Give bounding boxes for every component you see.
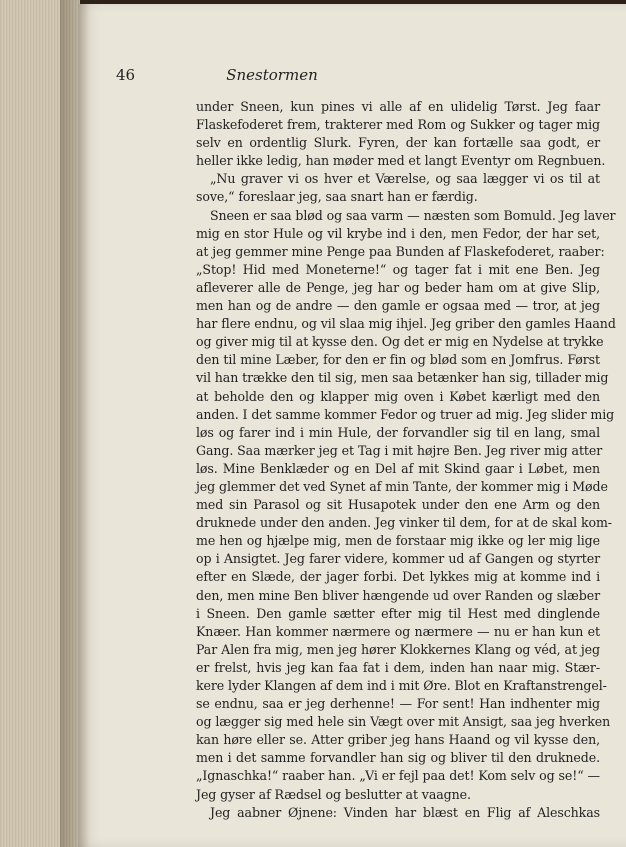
text-line: jeg glemmer det ved Synet af min Tante, der kommer mig i Møde xyxy=(196,478,608,494)
text-line: mig en stor Hule og vil krybe ind i den, men Fedor, der har set, xyxy=(196,225,600,241)
text-line: Gang. Saa mærker jeg et Tag i mit højre Ben. Jeg river mig atter xyxy=(196,442,603,458)
text-line: druknede under den anden. Jeg vinker til dem, for at de skal kom- xyxy=(196,515,612,531)
text-line: at jeg gemmer mine Penge paa Bunden af Flaskefoderet, raaber: xyxy=(196,243,605,259)
text-line: Flaskefoderet frem, trakterer med Rom og Sukker og tager mig xyxy=(196,117,600,133)
page-number: 46 xyxy=(116,66,136,84)
text-line: Sneen er saa blød og saa varm — næsten som Bomuld. Jeg laver xyxy=(210,207,616,223)
text-line: og lægger sig med hele sin Vægt over mit Ansigt, saa jeg hverken xyxy=(196,714,611,730)
text-line: me hen og hjælpe mig, men de forstaar mig ikke og ler mig lige xyxy=(196,533,600,549)
text-line: er frelst, hvis jeg kan faa fat i dem, inden han naar mig. Stær- xyxy=(196,659,600,675)
text-line: løs og farer ind i min Hule, der forvandler sig til en lang, smal xyxy=(196,424,600,440)
text-line: „Stop! Hid med Moneterne!“ og tager fat i mit ene Ben. Jeg xyxy=(196,261,600,277)
text-line: den, men mine Ben bliver hængende ud over Randen og slæber xyxy=(196,587,600,603)
text-line: under Sneen, kun pines vi alle af en ulidelig Tørst. Jeg faar xyxy=(196,99,600,114)
text-line: i Sneen. Den gamle sætter efter mig til Hest med dinglende xyxy=(196,605,600,621)
text-line: at beholde den og klapper mig oven i Købet kærligt med den xyxy=(196,388,600,404)
text-line: se endnu, saa er jeg derhenne! — For sent! Han indhenter mig xyxy=(196,696,600,712)
text-line: kere lyder Klangen af dem ind i mit Øre. Blot en Kraftanstrengel- xyxy=(196,678,607,693)
text-line: sove,“ foreslaar jeg, saa snart han er færdig. xyxy=(196,189,478,205)
gutter-shadow xyxy=(60,0,90,847)
text-line: men i det samme forvandler han sig og bliver til den druknede. xyxy=(196,750,600,766)
text-line: afleverer alle de Penge, jeg har og beder ham om at give Slip, xyxy=(196,279,600,295)
page-header xyxy=(116,66,428,86)
text-line: selv en ordentlig Slurk. Fyren, der kan fortælle saa godt, er xyxy=(196,135,600,151)
body-text xyxy=(196,98,616,822)
text-line: „Ignaschka!“ raaber han. „Vi er fejl paa det! Kom selv og se!“ — xyxy=(196,768,600,784)
text-line: efter en Slæde, der jager forbi. Det lykkes mig at komme ind i xyxy=(196,569,600,585)
text-line: anden. I det samme kommer Fedor og truer ad mig. Jeg slider mig xyxy=(196,406,615,422)
text-line: men han og de andre — den gamle er ogsaa med — tror, at jeg xyxy=(196,298,600,314)
text-line: kan høre eller se. Atter griber jeg hans Haand og vil kysse den, xyxy=(196,732,600,748)
text-line: Jeg aabner Øjnene: Vinden har blæst en Flig af Aleschkas xyxy=(210,804,600,820)
text-line: løs. Mine Benklæder og en Del af mit Skind gaar i Løbet, men xyxy=(196,460,600,476)
text-line: vil han trække den til sig, men saa betænker han sig, tillader mig xyxy=(196,370,609,386)
text-line: op i Ansigtet. Jeg farer videre, kommer ud af Gangen og styrter xyxy=(196,551,600,567)
text-line: har flere endnu, og vil slaa mig ihjel. Jeg griber den gamles Haand xyxy=(196,316,616,332)
text-line: den til mine Læber, for den er fin og blød som en Jomfrus. Først xyxy=(196,352,600,368)
text-line: Jeg gyser af Rædsel og beslutter at vaagne. xyxy=(196,786,471,802)
text-line: heller ikke ledig, han møder med et langt Eventyr om Regnbuen. xyxy=(196,153,606,169)
text-line: Knæer. Han kommer nærmere og nærmere — nu er han kun et xyxy=(196,623,600,639)
running-title: Snestormen xyxy=(226,66,318,84)
text-line: med sin Parasol og sit Husapotek under den ene Arm og den xyxy=(196,497,600,513)
text-line: Par Alen fra mig, men jeg hører Klokkernes Klang og véd, at jeg xyxy=(196,641,600,657)
text-line: „Nu graver vi os hver et Værelse, og saa lægger vi os til at xyxy=(210,171,600,187)
text-line: og giver mig til at kysse den. Og det er mig en Nydelse at trykke xyxy=(196,334,604,350)
